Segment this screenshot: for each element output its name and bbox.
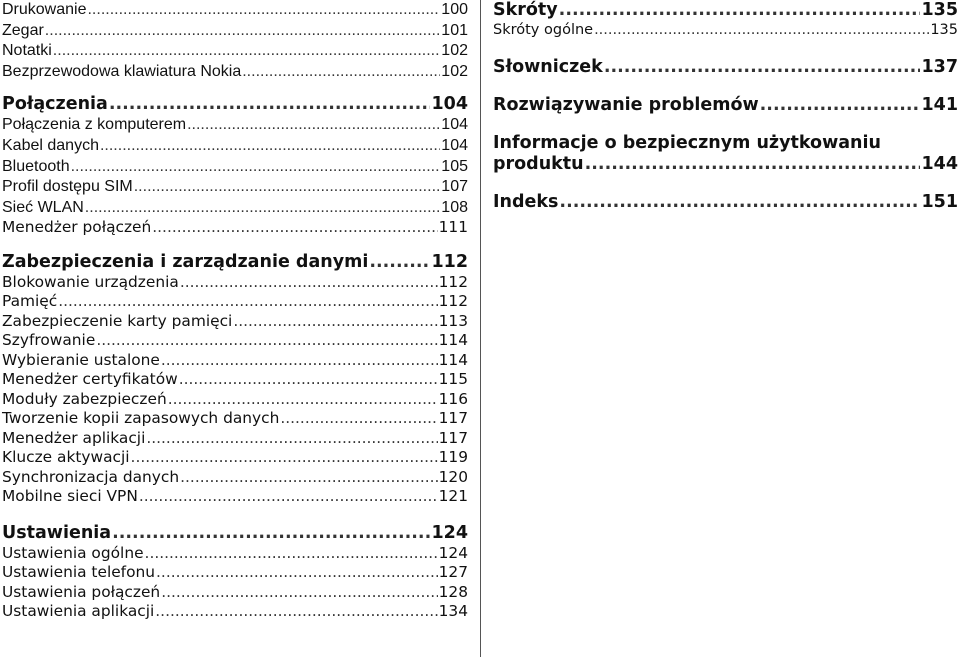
toc-entry-page: 104	[441, 116, 468, 134]
toc-heading-page: 151	[921, 191, 958, 212]
toc-entry-label: Tworzenie kopii zapasowych danych	[2, 409, 280, 428]
toc-section-heading[interactable]	[2, 252, 468, 273]
toc-entry-page: 127	[438, 563, 468, 582]
toc-entry-label: Ustawienia połączeń	[2, 582, 161, 601]
toc-entry-label: Zegar	[2, 21, 44, 39]
toc-section-heading[interactable]	[493, 0, 958, 21]
toc-heading-page: 137	[921, 56, 958, 77]
toc-section-rozwiazywanie[interactable]	[493, 95, 958, 116]
toc-entry-page: 115	[438, 370, 468, 389]
toc-entry-label: Blokowanie urządzenia	[2, 272, 179, 291]
toc-entry-label: Szyfrowanie	[2, 331, 96, 350]
toc-entry-label: Synchronizacja danych	[2, 467, 180, 486]
toc-entry-page: 124	[438, 543, 468, 562]
toc-entry-page: 112	[438, 292, 468, 311]
toc-entry-label: Menedżer certyfikatów	[2, 370, 178, 389]
toc-entry-label: Menedżer aplikacji	[2, 428, 146, 447]
toc-entry-page: 121	[438, 487, 468, 506]
toc-entry[interactable]	[2, 157, 468, 178]
toc-entry[interactable]	[2, 177, 468, 198]
toc-section-slowniczek[interactable]	[493, 57, 958, 78]
toc-entry-page: 135	[930, 22, 958, 38]
toc-heading-page: 144	[921, 153, 958, 174]
toc-entry-label: Ustawienia aplikacji	[2, 602, 155, 621]
toc-heading-label: Połączenia	[2, 94, 108, 115]
toc-entry-label: Klucze aktywacji	[2, 448, 130, 467]
toc-entry[interactable]	[2, 602, 468, 622]
toc-entry[interactable]	[2, 563, 468, 583]
toc-heading-page: 135	[921, 0, 958, 20]
toc-entry-page: 107	[441, 178, 468, 196]
toc-entry-label: Kabel danych	[2, 136, 99, 154]
toc-heading-label-line2: produktu	[493, 153, 584, 174]
toc-heading-page: 112	[431, 251, 468, 272]
column-divider	[480, 0, 481, 657]
toc-entry[interactable]	[2, 115, 468, 136]
toc-entry-page: 112	[438, 272, 468, 291]
toc-entry[interactable]	[2, 21, 468, 42]
toc-heading-line2	[493, 154, 958, 175]
toc-section-indeks[interactable]	[493, 192, 958, 213]
toc-right-column	[493, 0, 958, 213]
toc-entry[interactable]	[2, 136, 468, 157]
toc-entry[interactable]	[2, 544, 468, 564]
toc-entry-page: 120	[438, 467, 468, 486]
toc-section-informacje[interactable]	[493, 133, 958, 175]
toc-entry-label: Zabezpieczenie karty pamięci	[2, 311, 233, 330]
toc-entry-page: 114	[438, 350, 468, 369]
toc-entry-label: Mobilne sieci VPN	[2, 487, 138, 506]
toc-entry-page: 113	[438, 311, 468, 330]
toc-entry-page: 100	[441, 1, 468, 18]
toc-entry[interactable]	[2, 583, 468, 603]
toc-entry[interactable]	[493, 21, 958, 41]
toc-entry-page: 102	[441, 62, 468, 80]
toc-group-misc	[2, 0, 468, 82]
toc-entry-page: 119	[438, 448, 468, 467]
toc-entry-label: Wybieranie ustalone	[2, 350, 160, 369]
toc-entry-label: Ustawienia telefonu	[2, 563, 156, 582]
toc-section-heading[interactable]	[2, 94, 468, 115]
toc-entry-label: Drukowanie	[2, 1, 87, 18]
toc-entry-label: Menedżer połączeń	[2, 218, 152, 237]
toc-entry-page: 105	[441, 157, 468, 175]
toc-entry-label: Bluetooth	[2, 157, 70, 175]
toc-entry-page: 114	[438, 331, 468, 350]
toc-entry[interactable]	[2, 41, 468, 62]
toc-heading-label: Zabezpieczenia i zarządzanie danymi	[2, 251, 369, 272]
toc-entry-page: 111	[438, 218, 468, 237]
toc-entry-label: Bezprzewodowa klawiatura Nokia	[2, 62, 242, 80]
toc-entry-label: Moduły zabezpieczeń	[2, 389, 167, 408]
toc-heading-page: 104	[431, 94, 468, 115]
toc-entry-page: 117	[438, 428, 468, 447]
toc-section-ustawienia	[2, 523, 468, 622]
toc-heading-label: Ustawienia	[2, 522, 112, 543]
toc-entry-label: Połączenia z komputerem	[2, 116, 187, 134]
toc-heading-label: Indeks	[493, 191, 559, 212]
toc-entry[interactable]	[2, 409, 468, 429]
toc-heading-label-line1: Informacje o bezpiecznym użytkowaniu	[493, 132, 881, 153]
toc-entry[interactable]	[2, 487, 468, 507]
toc-entry[interactable]	[2, 390, 468, 410]
toc-heading-page: 141	[921, 94, 958, 115]
toc-entry[interactable]	[2, 429, 468, 449]
toc-entry[interactable]	[2, 292, 468, 312]
toc-entry-label: Skróty ogólne	[493, 22, 594, 38]
toc-entry[interactable]	[2, 218, 468, 238]
toc-entry-label: Sieć WLAN	[2, 198, 84, 216]
toc-entry-label: Pamięć	[2, 292, 58, 311]
toc-heading-label: Skróty	[493, 0, 558, 20]
toc-entry[interactable]	[2, 312, 468, 332]
toc-left-column	[2, 0, 468, 632]
toc-entry[interactable]	[2, 468, 468, 488]
toc-section-zabezpieczenia	[2, 252, 468, 507]
toc-entry-page: 104	[441, 136, 468, 154]
toc-entry-page: 101	[441, 21, 468, 39]
toc-entry[interactable]	[2, 331, 468, 351]
toc-entry[interactable]	[2, 351, 468, 371]
toc-heading-page: 124	[431, 522, 468, 543]
toc-heading-label: Słowniczek	[493, 56, 603, 77]
toc-entry-label: Notatki	[2, 42, 52, 60]
toc-entry[interactable]	[2, 198, 468, 219]
toc-section-skroty	[493, 0, 958, 41]
toc-entry-page: 102	[441, 42, 468, 60]
toc-entry-page: 116	[438, 389, 468, 408]
toc-entry[interactable]	[2, 370, 468, 390]
toc-entry-page: 128	[438, 582, 468, 601]
toc-entry[interactable]	[2, 273, 468, 293]
toc-entry-page: 117	[438, 409, 468, 428]
toc-heading-label: Rozwiązywanie problemów	[493, 94, 759, 115]
toc-entry-page: 108	[441, 198, 468, 216]
toc-section-heading[interactable]	[2, 523, 468, 544]
toc-entry-label: Ustawienia ogólne	[2, 543, 144, 562]
toc-entry-page: 134	[438, 602, 468, 621]
toc-entry[interactable]	[2, 0, 468, 21]
toc-entry-label: Profil dostępu SIM	[2, 178, 133, 196]
toc-entry[interactable]	[2, 448, 468, 468]
toc-section-polaczenia	[2, 94, 468, 237]
toc-entry[interactable]	[2, 62, 468, 83]
